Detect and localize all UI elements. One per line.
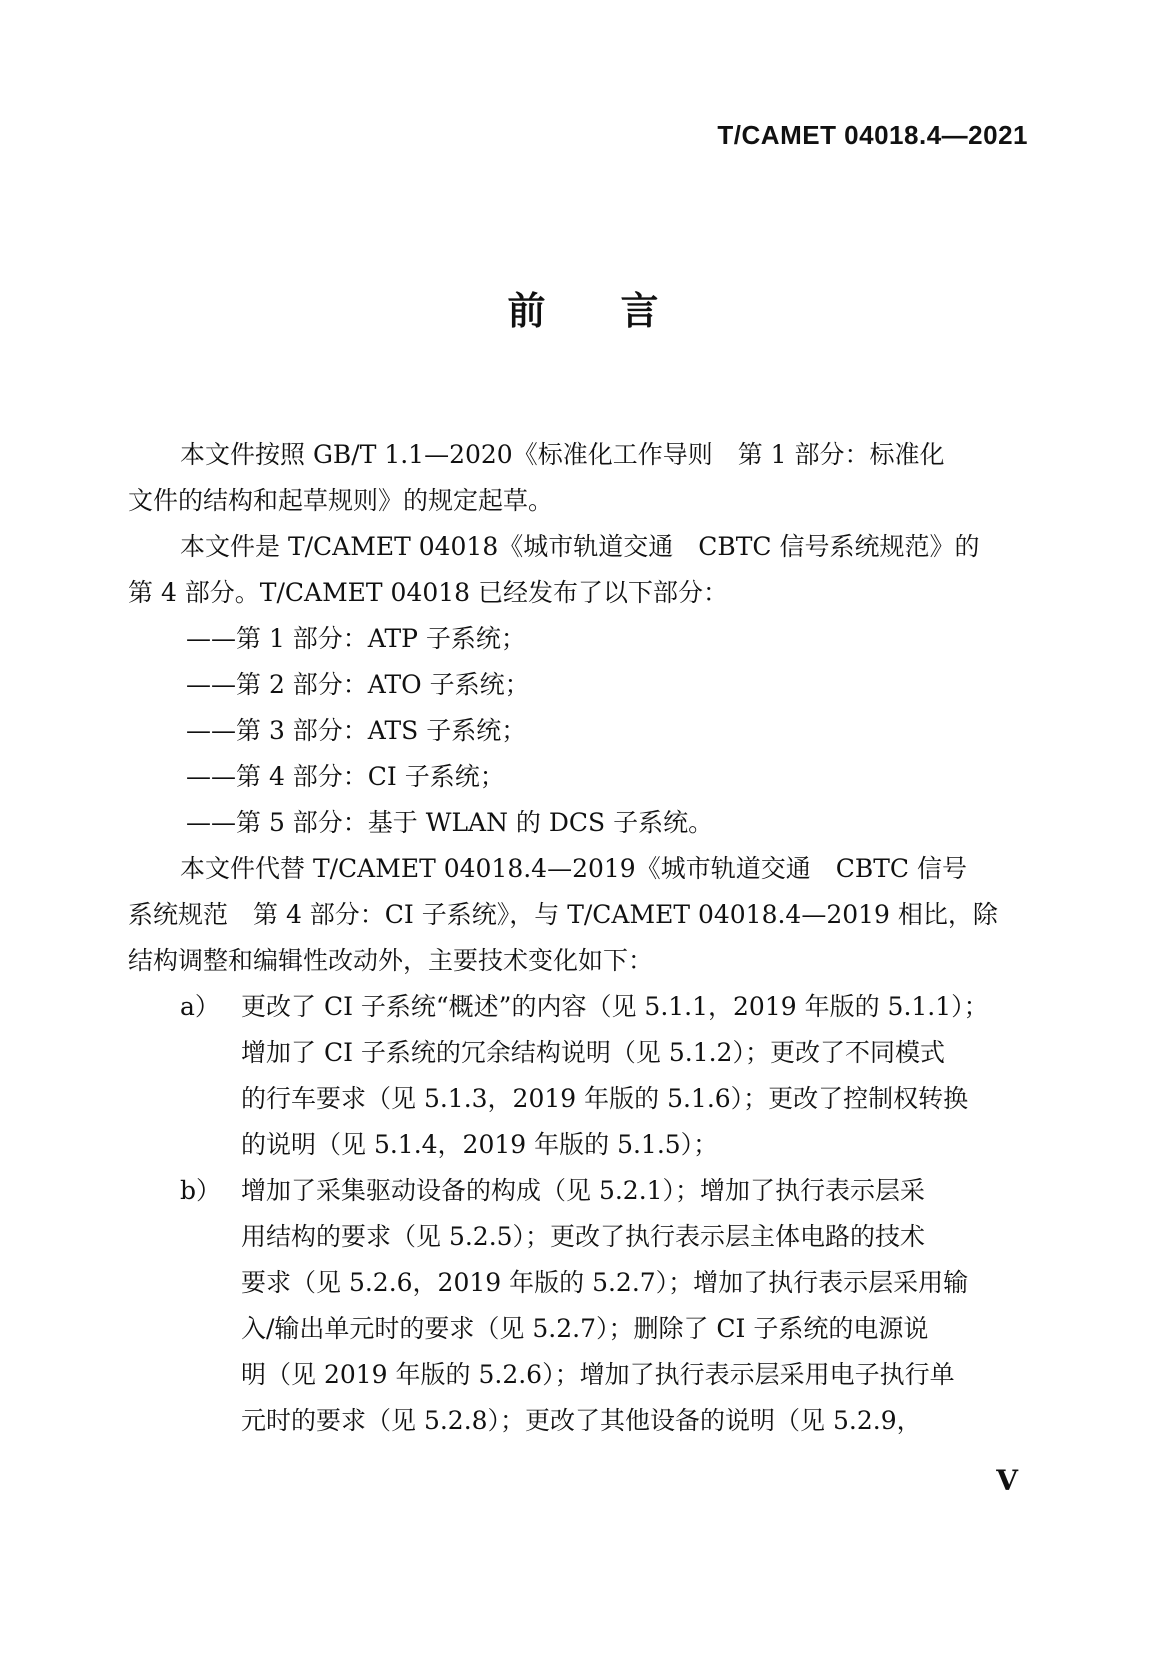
paragraph-line: 本文件是 T/CAMET 04018《城市轨道交通 CBTC 信号系统规范》的 [180,532,980,561]
document-number: T/CAMET 04018.4—2021 [717,120,1028,150]
paragraph-line: 第 4 部分。T/CAMET 04018 已经发布了以下部分： [128,578,729,607]
change-line: 的行车要求（见 5.1.3，2019 年版的 5.1.6）；更改了控制权转换 [241,1084,969,1113]
page-title [0,280,1166,335]
page-title-char-1: 前 [507,289,546,333]
change-line: 增加了采集驱动设备的构成（见 5.2.1）；增加了执行表示层采 [241,1176,926,1205]
change-line: 用结构的要求（见 5.2.5）；更改了执行表示层主体电路的技术 [241,1222,926,1251]
change-line: 更改了 CI 子系统“概述”的内容（见 5.1.1，2019 年版的 5.1.1）； [241,992,989,1021]
paragraph-line: 本文件按照 GB/T 1.1—2020《标准化工作导则 第 1 部分：标准化 [180,440,945,469]
change-line: 入/输出单元时的要求（见 5.2.7）；删除了 CI 子系统的电源说 [241,1314,929,1343]
change-item-b [128,1168,1033,1444]
change-line: 增加了 CI 子系统的冗余结构说明（见 5.1.2）；更改了不同模式 [241,1038,945,1067]
paragraph-line: 本文件代替 T/CAMET 04018.4—2019《城市轨道交通 CBTC 信号 [180,854,967,883]
change-line: 元时的要求（见 5.2.8）；更改了其他设备的说明（见 5.2.9， [241,1406,922,1435]
part-list-item: ——第 4 部分：CI 子系统； [186,762,505,791]
list-letter: a） [180,992,220,1021]
foreword-body [128,432,1033,1444]
part-list-item: ——第 2 部分：ATO 子系统； [186,670,530,699]
paragraph-line: 文件的结构和起草规则》的规定起草。 [128,486,554,515]
change-line: 的说明（见 5.1.4，2019 年版的 5.1.5）； [241,1130,719,1159]
part-list-item: ——第 5 部分：基于 WLAN 的 DCS 子系统。 [186,808,714,837]
page-number: V [996,1464,1018,1497]
page-title-char-2: 言 [620,289,659,333]
list-letter: b） [180,1176,222,1205]
change-line: 要求（见 5.2.6，2019 年版的 5.2.7）；增加了执行表示层采用输 [241,1268,969,1297]
change-line: 明（见 2019 年版的 5.2.6）；增加了执行表示层采用电子执行单 [241,1360,955,1389]
paragraph-line: 系统规范 第 4 部分：CI 子系统》，与 T/CAMET 04018.4—2019 相比，除 [128,900,998,929]
part-list-item: ——第 1 部分：ATP 子系统； [186,624,526,653]
part-list-item: ——第 3 部分：ATS 子系统； [186,716,527,745]
paragraph-line: 结构调整和编辑性改动外，主要技术变化如下： [128,946,654,975]
change-item-a [128,984,1033,1168]
